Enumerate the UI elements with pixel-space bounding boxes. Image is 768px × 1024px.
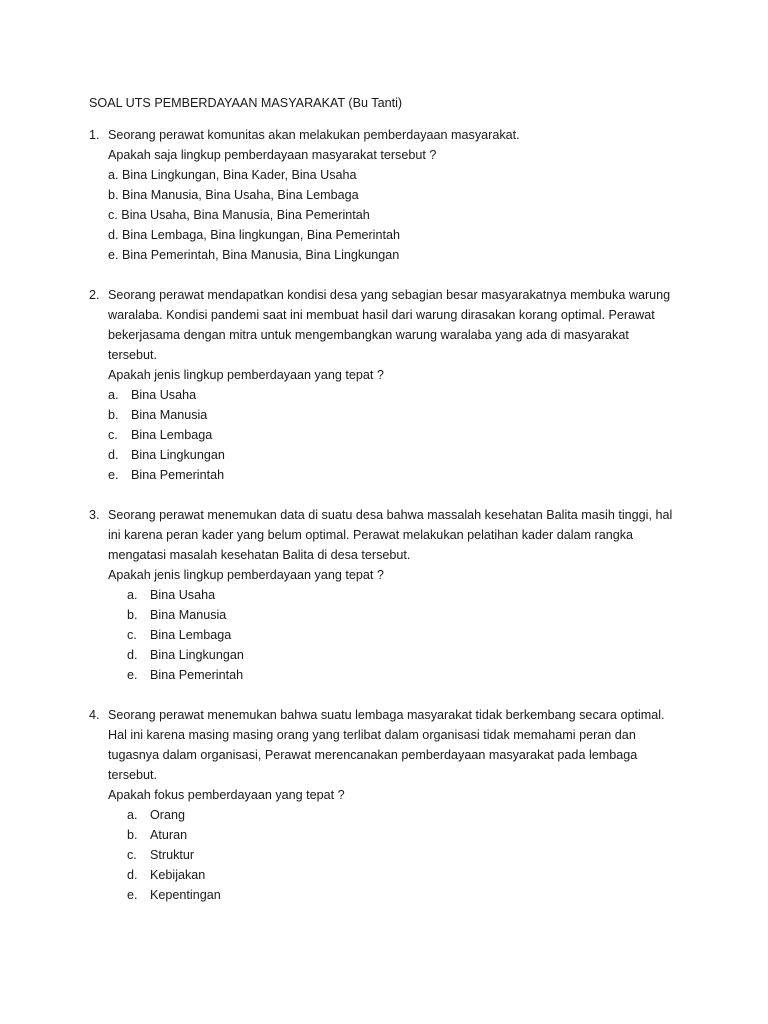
option-text: Bina Pemerintah [131, 468, 225, 482]
option-text: Bina Manusia [131, 408, 208, 422]
answer-option-a [127, 805, 689, 825]
answer-option-e: e. Bina Pemerintah, Bina Manusia, Bina Lingkungan [108, 248, 400, 262]
answer-option-a [108, 385, 689, 405]
answer-option-e [127, 885, 689, 905]
document-title: SOAL UTS PEMBERDAYAAN MASYARAKAT (Bu Tanti) [89, 96, 403, 110]
option-letter: d. [127, 648, 138, 662]
question-body [108, 705, 689, 805]
answer-options [127, 585, 689, 685]
answer-option-d: d. Bina Lembaga, Bina lingkungan, Bina Pemerintah [108, 228, 400, 242]
option-letter: e. [127, 668, 138, 682]
question-number: 2. [89, 288, 100, 302]
option-text: Kepentingan [150, 888, 221, 902]
answer-options [108, 385, 689, 485]
option-letter: e. [127, 888, 138, 902]
question-stem-line: Apakah jenis lingkup pemberdayaan yang tepat ? [108, 568, 384, 582]
answer-option-d [108, 445, 689, 465]
question-number: 1. [89, 128, 100, 142]
question-stem-line: tersebut. [108, 348, 158, 362]
answer-option-c [127, 845, 689, 865]
answer-option-b [127, 825, 689, 845]
option-letter: e. [108, 468, 119, 482]
question-stem-line: ini karena peran kader yang belum optimal. Perawat melakukan pelatihan kader dalam rangka [108, 528, 634, 542]
question-body [108, 125, 689, 265]
question-stem-line: Apakah saja lingkup pemberdayaan masyarakat tersebut ? [108, 148, 437, 162]
answer-option-c: c. Bina Usaha, Bina Manusia, Bina Pemerintah [108, 208, 370, 222]
option-text: Orang [150, 808, 186, 822]
question-number: 4. [89, 708, 100, 722]
question-stem-line: Seorang perawat mendapatkan kondisi desa yang sebagian besar masyarakatnya membuka warung [108, 288, 671, 302]
question-body [108, 285, 689, 385]
answer-option-c [108, 425, 689, 445]
question-stem-line: Apakah jenis lingkup pemberdayaan yang tepat ? [108, 368, 384, 382]
option-letter: d. [108, 448, 119, 462]
question-stem-line: tersebut. [108, 768, 158, 782]
question-stem-line: waralaba. Kondisi pandemi saat ini membuat hasil dari warung dirasakan korang optimal. Perawat [108, 308, 655, 322]
option-letter: c. [127, 848, 137, 862]
option-text: Bina Usaha [131, 388, 197, 402]
answer-option-e [108, 465, 689, 485]
answer-option-d [127, 645, 689, 665]
question-stem-line: mengatasi masalah kesehatan Balita di desa tersebut. [108, 548, 411, 562]
question-2 [89, 285, 689, 485]
option-text: Bina Usaha [150, 588, 216, 602]
option-text: Kebijakan [150, 868, 206, 882]
option-text: Bina Lingkungan [150, 648, 244, 662]
answer-option-b: b. Bina Manusia, Bina Usaha, Bina Lembaga [108, 188, 359, 202]
question-stem-line: Hal ini karena masing masing orang yang terlibat dalam organisasi tidak memahami peran dan [108, 728, 636, 742]
option-letter: d. [127, 868, 138, 882]
question-1 [89, 125, 689, 265]
answer-option-a [127, 585, 689, 605]
question-stem-line: Apakah fokus pemberdayaan yang tepat ? [108, 788, 345, 802]
answer-option-e [127, 665, 689, 685]
answer-option-a: a. Bina Lingkungan, Bina Kader, Bina Usaha [108, 168, 357, 182]
option-letter: c. [127, 628, 137, 642]
option-letter: a. [127, 588, 138, 602]
option-letter: b. [127, 828, 138, 842]
option-text: Bina Lembaga [131, 428, 213, 442]
option-letter: a. [127, 808, 138, 822]
question-stem-line: Seorang perawat komunitas akan melakukan pemberdayaan masyarakat. [108, 128, 520, 142]
option-text: Bina Pemerintah [150, 668, 244, 682]
question-3 [89, 505, 689, 685]
option-letter: c. [108, 428, 118, 442]
option-letter: a. [108, 388, 119, 402]
question-stem-line: Seorang perawat menemukan bahwa suatu lembaga masyarakat tidak berkembang secara optimal. [108, 708, 665, 722]
option-letter: b. [127, 608, 138, 622]
option-text: Bina Manusia [150, 608, 227, 622]
answer-option-b [108, 405, 689, 425]
option-text: Bina Lembaga [150, 628, 232, 642]
option-letter: b. [108, 408, 119, 422]
answer-option-d [127, 865, 689, 885]
question-number: 3. [89, 508, 100, 522]
answer-option-c [127, 625, 689, 645]
option-text: Bina Lingkungan [131, 448, 225, 462]
option-text: Aturan [150, 828, 188, 842]
question-4 [89, 705, 689, 905]
question-body [108, 505, 689, 585]
question-stem-line: tugasnya dalam organisasi, Perawat merencanakan pemberdayaan masyarakat pada lembaga [108, 748, 638, 762]
answer-options [127, 805, 689, 905]
question-stem-line: bekerjasama dengan mitra untuk mengembangkan warung waralaba yang ada di masyarakat [108, 328, 629, 342]
option-text: Struktur [150, 848, 195, 862]
answer-option-b [127, 605, 689, 625]
question-stem-line: Seorang perawat menemukan data di suatu desa bahwa massalah kesehatan Balita masih tinggi, hal [108, 508, 673, 522]
